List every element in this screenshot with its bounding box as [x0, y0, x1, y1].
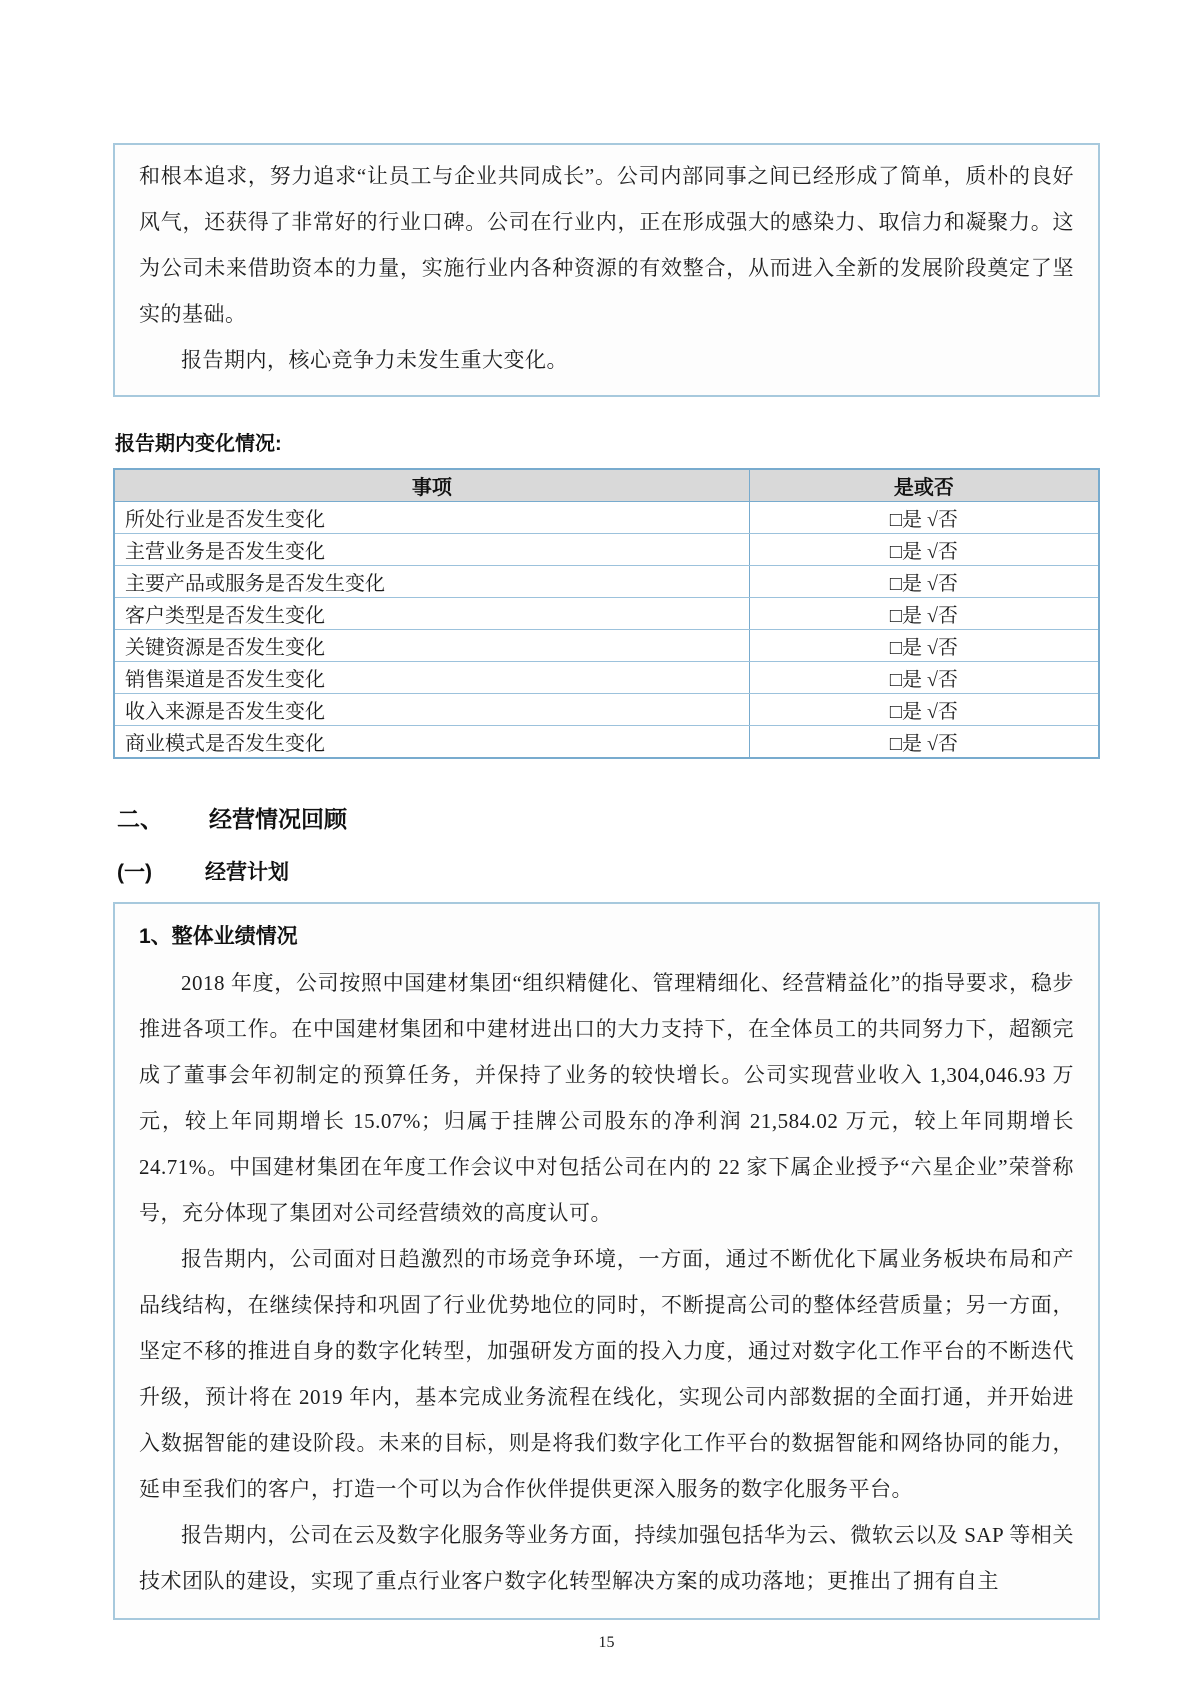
page-footer [113, 1634, 1100, 1652]
intro-paragraph-continued: 和根本追求，努力追求“让员工与企业共同成长”。公司内部同事之间已经形成了简单，质朴的良好风气，还获得了非常好的行业口碑。公司在行业内，正在形成强大的感染力、取信力和凝聚力。这为公司未来借助资本的力量，实施行业内各种资源的有效整合，从而进入全新的发展阶段奠定了坚实的基础。 [139, 164, 1074, 326]
row-answer-cell: □是 √否 [749, 662, 1099, 694]
table-row [114, 662, 1099, 694]
row-item-cell: 客户类型是否发生变化 [114, 598, 749, 630]
section-number: 二、 [117, 805, 163, 832]
row-answer-cell: □是 √否 [749, 534, 1099, 566]
row-answer-cell: □是 √否 [749, 502, 1099, 534]
overall-performance-box [113, 902, 1100, 1620]
intro-paragraph-no-change: 报告期内，核心竞争力未发生重大变化。 [181, 348, 568, 372]
row-item-cell: 销售渠道是否发生变化 [114, 662, 749, 694]
table-header-row [114, 469, 1099, 502]
performance-paragraph-1: 2018 年度，公司按照中国建材集团“组织精健化、管理精细化、经营精益化”的指导要求，稳步推进各项工作。在中国建材集团和中建材进出口的大力支持下，在全体员工的共同努力下，超额完成了董事会年初制定的预算任务，并保持了业务的较快增长。公司实现营业收入 1,304,046.93 万元，较上年同期增长 15.07%；归属于挂牌公司股东的净利润 21,584.02 万元，较上年同期增长 24.71%。中国建材集团在年度工作会议中对包括公司在内的 22 家下属企业授予“六星企业”荣誉称号，充分体现了集团对公司经营绩效的高度认可。 [139, 970, 1074, 1225]
row-item-cell: 主营业务是否发生变化 [114, 534, 749, 566]
performance-subtitle: 1、整体业绩情况 [139, 924, 298, 948]
row-answer-cell: □是 √否 [749, 598, 1099, 630]
row-answer-cell: □是 √否 [749, 694, 1099, 726]
table-row [114, 630, 1099, 662]
performance-paragraph-2: 报告期内，公司面对日趋激烈的市场竞争环境，一方面，通过不断优化下属业务板块布局和产品线结构，在继续保持和巩固了行业优势地位的同时，不断提高公司的整体经营质量；另一方面，坚定不移的推进自身的数字化转型，加强研发方面的投入力度，通过对数字化工作平台的不断迭代升级，预计将在 2019 年内，基本完成业务流程在线化，实现公司内部数据的全面打通，并开始进入数据智能的建设阶段。未来的目标，则是将我们数字化工作平台的数据智能和网络协同的能力，延申至我们的客户，打造一个可以为合作伙伴提供更深入服务的数字化服务平台。 [139, 1246, 1074, 1501]
column-header-item: 事项 [114, 469, 749, 502]
table-row [114, 566, 1099, 598]
page-content [113, 0, 1100, 1652]
table-row [114, 598, 1099, 630]
row-answer-cell: □是 √否 [749, 566, 1099, 598]
subsection-heading-operating-plan [117, 856, 1100, 886]
change-table-heading: 报告期内变化情况: [115, 433, 282, 455]
section-heading-business-review [117, 801, 1100, 834]
section-title: 经营情况回顾 [209, 805, 347, 832]
row-item-cell: 主要产品或服务是否发生变化 [114, 566, 749, 598]
table-row [114, 694, 1099, 726]
table-row [114, 534, 1099, 566]
core-competitiveness-box [113, 143, 1100, 397]
row-item-cell: 关键资源是否发生变化 [114, 630, 749, 662]
subsection-number: (一) [117, 860, 152, 884]
table-row [114, 726, 1099, 758]
row-answer-cell: □是 √否 [749, 726, 1099, 758]
change-table [113, 468, 1100, 759]
row-answer-cell: □是 √否 [749, 630, 1099, 662]
performance-paragraph-3: 报告期内，公司在云及数字化服务等业务方面，持续加强包括华为云、微软云以及 SAP 等相关技术团队的建设，实现了重点行业客户数字化转型解决方案的成功落地；更推出了拥有自主 [139, 1522, 1074, 1593]
column-header-yes-or-no: 是或否 [749, 469, 1099, 502]
row-item-cell: 所处行业是否发生变化 [114, 502, 749, 534]
row-item-cell: 收入来源是否发生变化 [114, 694, 749, 726]
subsection-title: 经营计划 [205, 860, 289, 884]
table-row [114, 502, 1099, 534]
page-number: 15 [598, 1633, 615, 1651]
row-item-cell: 商业模式是否发生变化 [114, 726, 749, 758]
